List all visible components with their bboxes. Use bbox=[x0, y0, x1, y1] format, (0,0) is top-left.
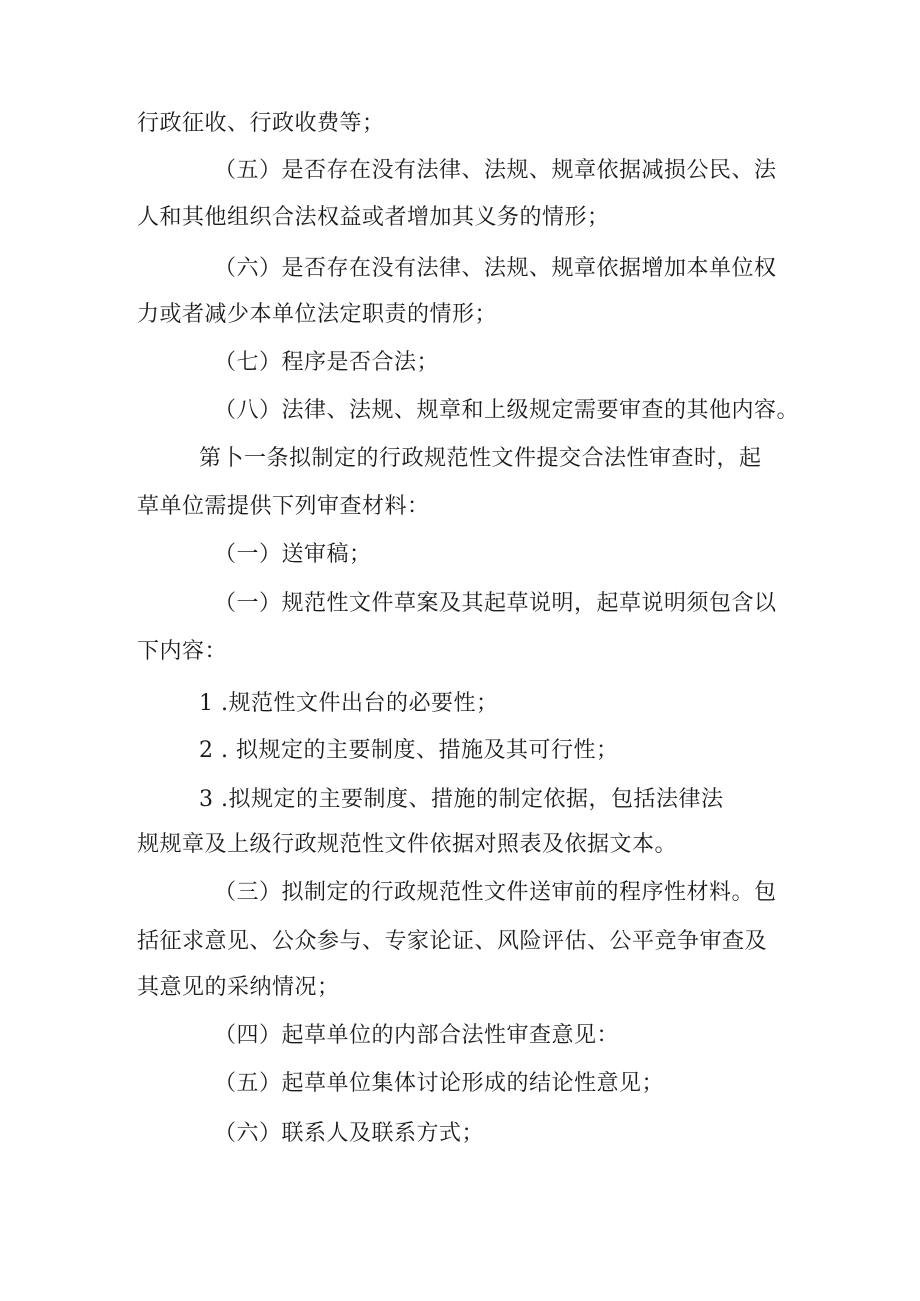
text-line: 第卜一条拟制定的行政规范性文件提交合法性审查时，起 bbox=[199, 446, 762, 471]
text-line: （八）法律、法规、规章和上级规定需要审查的其他内容。 bbox=[214, 398, 800, 423]
text-line: 下内容： bbox=[137, 639, 228, 664]
text-line: （五）是否存在没有法律、法规、规章依据减损公民、法 bbox=[214, 158, 777, 183]
text-line: 人和其他组织合法权益或者增加其义务的情形； bbox=[137, 205, 610, 230]
text-line: （一）送审稿； bbox=[214, 542, 372, 567]
text-line: 行政征收、行政收费等； bbox=[137, 111, 385, 136]
text-line: 2 . 拟规定的主要制度、措施及其可行性； bbox=[199, 738, 619, 763]
text-line: 规规章及上级行政规范性文件依据对照表及依据文本。 bbox=[137, 832, 678, 857]
text-line: 力或者减少本单位法定职责的情形； bbox=[137, 302, 498, 327]
text-line: （五）起草单位集体讨论形成的结论性意见； bbox=[214, 1071, 665, 1096]
text-line: （四）起草单位的内部合法性审查意见： bbox=[214, 1023, 620, 1048]
text-line: （七）程序是否合法； bbox=[214, 350, 440, 375]
text-line: 其意见的采纳情况； bbox=[137, 975, 340, 1000]
text-line: 括征求意见、公众参与、专家论证、风险评估、公平竞争审查及 bbox=[137, 929, 768, 954]
text-line: （六）是否存在没有法律、法规、规章依据增加本单位权 bbox=[214, 256, 777, 281]
text-line: 1 .规范性文件出台的必要性； bbox=[199, 691, 499, 716]
text-line: 3 .拟规定的主要制度、措施的制定依据，包括法律法 bbox=[199, 787, 724, 812]
text-line: （六）联系人及联系方式； bbox=[214, 1121, 485, 1146]
text-line: （一）规范性文件草案及其起草说明，起草说明须包含以 bbox=[214, 591, 777, 616]
text-line: （三）拟制定的行政规范性文件送审前的程序性材料。包 bbox=[214, 880, 777, 905]
text-line: 草单位需提供下列审查材料： bbox=[137, 494, 430, 519]
